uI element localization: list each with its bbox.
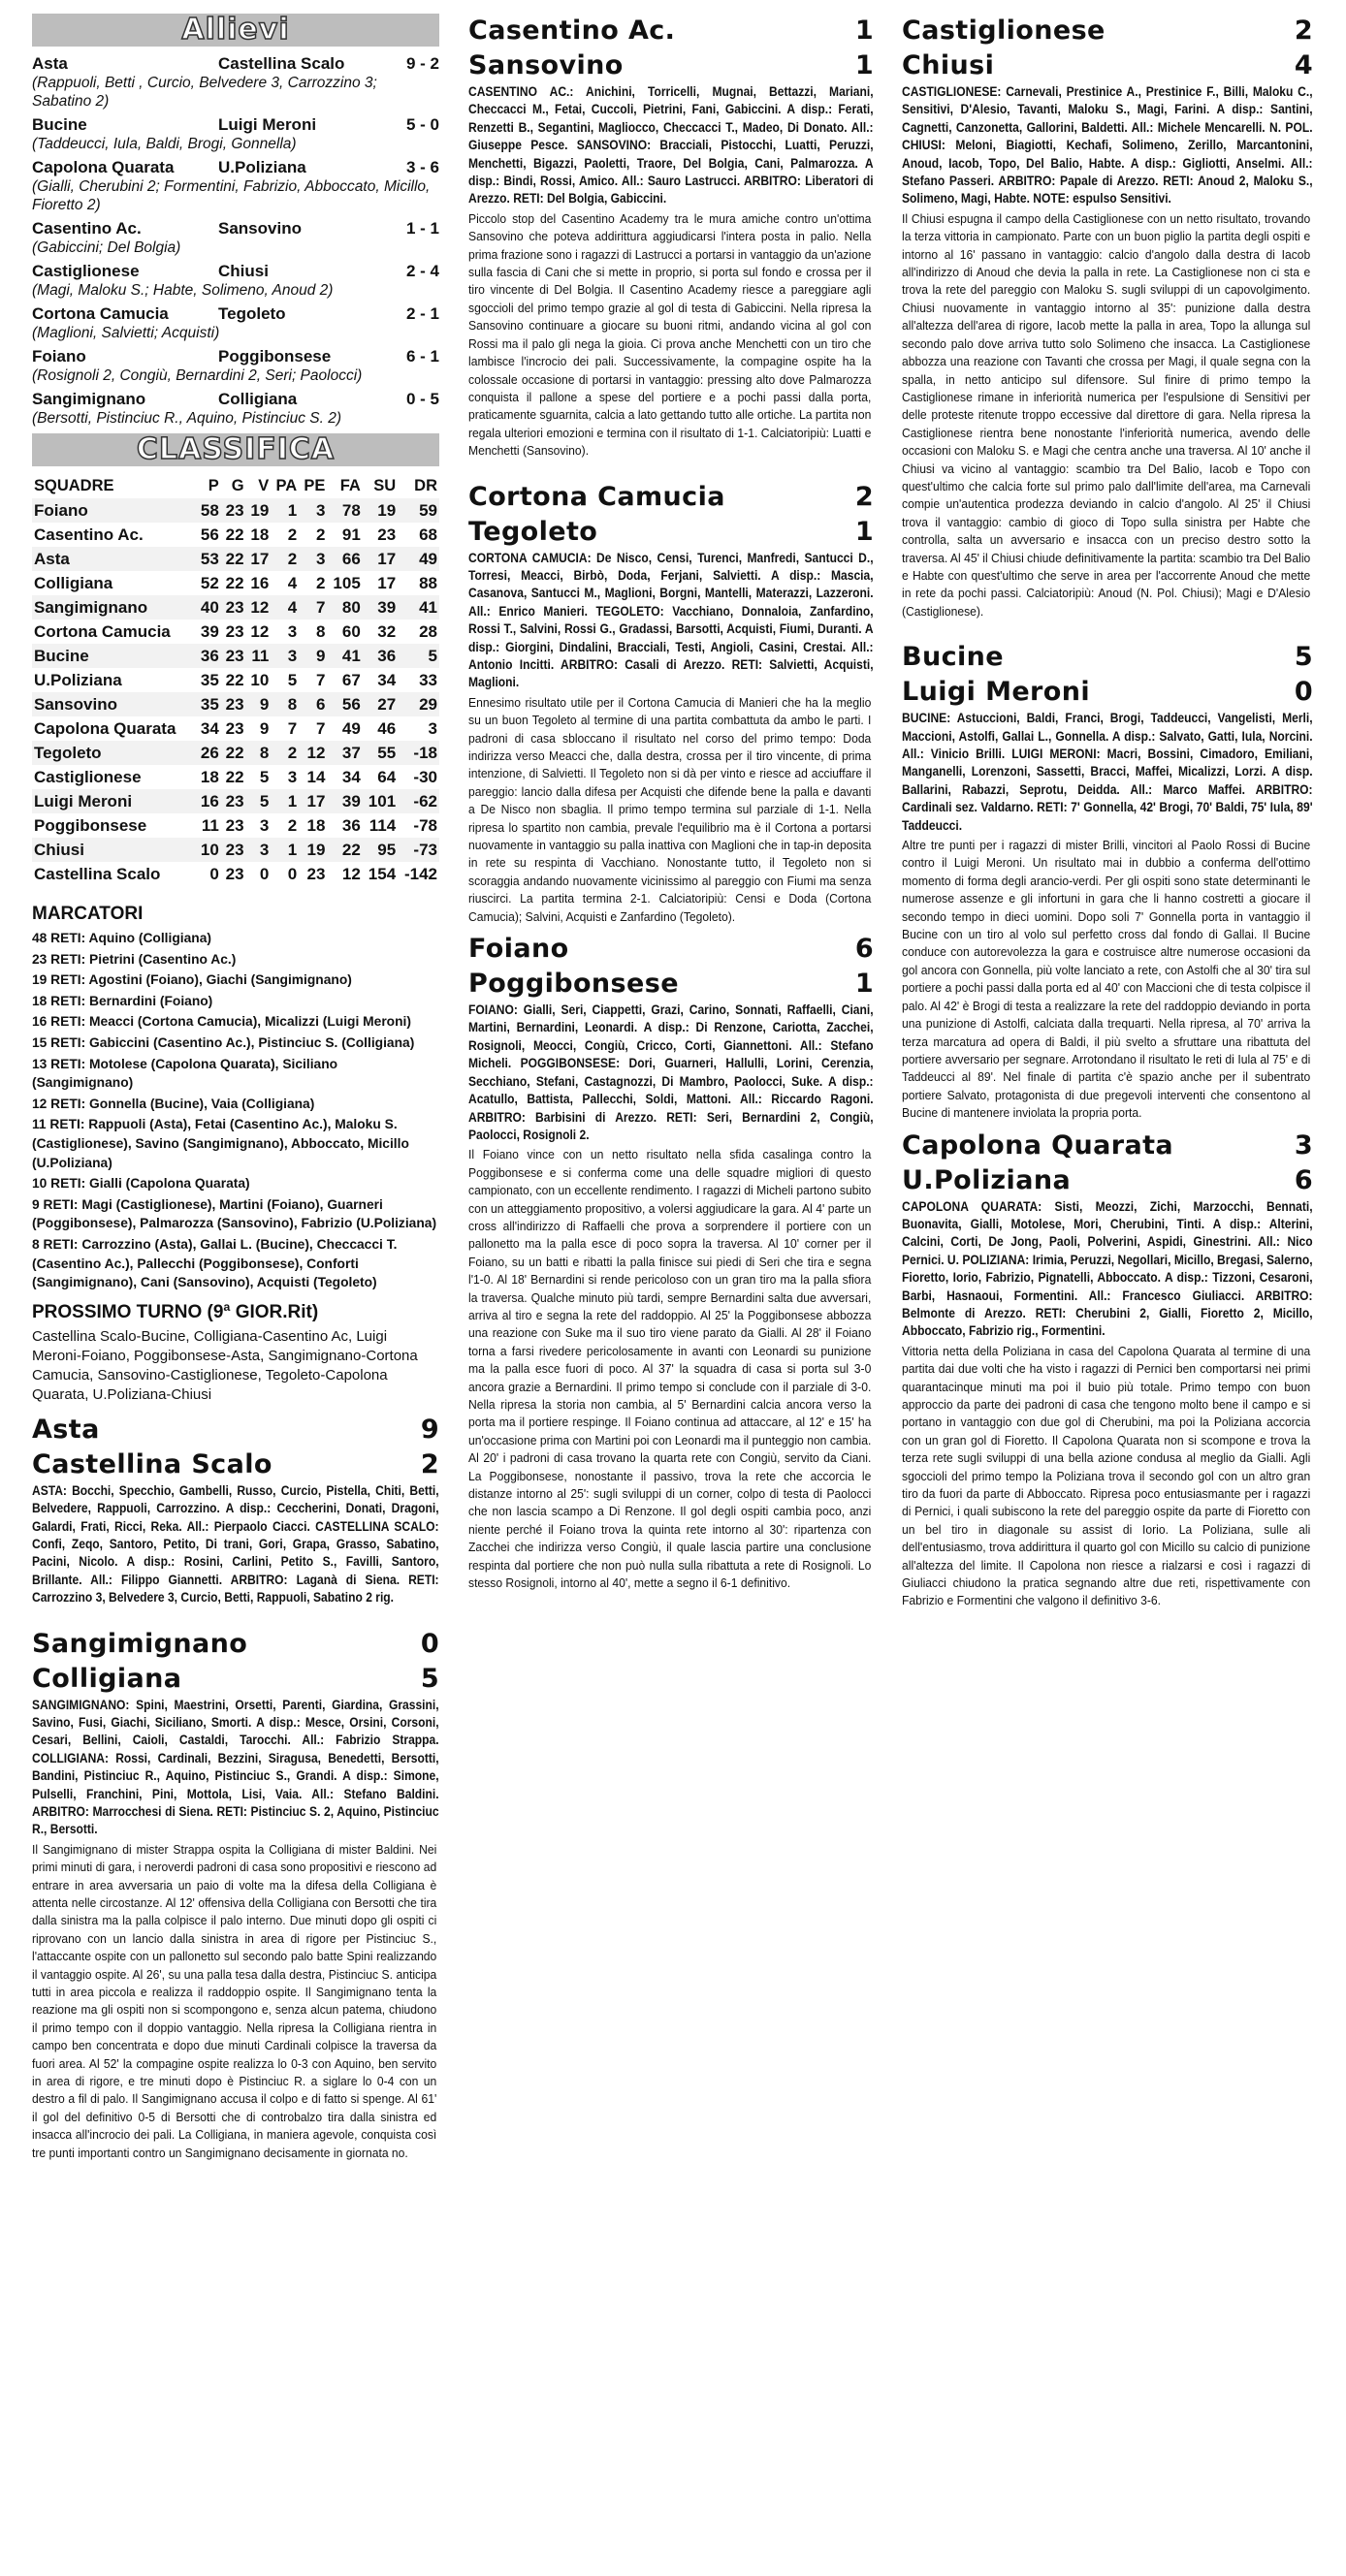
lineups: BUCINE: Astuccioni, Baldi, Franci, Brogi, Taddeucci, Vangelisti, Merli, Maccioni, Astolfi, Gallai L., Gonnella. A disp.: Salvato, Gatti, Iula, Norcini. All.: Vinicio Brilli. LUIGI MERONI: Macri, Bossini, Cimadoro, Emiliani, Manganelli, Lorenzoni, Sassetti, Bracci, Maffei, Micalizzi, Lorzi. A disp. Ballarini, Rabazzi, Seprotu, Deidda. All.: Marco Maffei. ARBITRO: Cardinali sez. Valdarno. RETI: 7' Gonnella, 42' Brogi, 70' Baldi, 75' Iula, 89' Taddeucci. xyxy=(902,711,1313,833)
lineups: CASTIGLIONESE: Carnevali, Prestinice A., Prestinice F., Billi, Maloku C., Sensitivi, D'Alesio, Tavanti, Maloku S., Magi, Farini. A disp.: Santini, Cagnetti, Canzonetta, Gallorini, Baldetti. All.: Michele Mencarelli. N. POL. CHIUSI: Meloni, Biagiotti, Kechafi, Solimeno, Zerillo, Marcantonini, Anoud, Iacob, Topo, Del Balio, Habte. A disp.: Gigliotti, Anselmi. All.: Stefano Passeri. ARBITRO: Papale di Arezzo. RETI: Anoud 2, Maloku S., Solimeno, Magi, Habte. NOTE: espulso Sensitivi. xyxy=(902,84,1313,207)
home-score: 3 xyxy=(1294,1129,1313,1161)
scorer-line: 23 RETI: Pietrini (Casentino Ac.) xyxy=(32,951,237,967)
standings-cell: 105 xyxy=(333,573,361,592)
standings-cell: 36 xyxy=(196,644,221,668)
standings-header-row xyxy=(32,474,439,498)
standings-cell: 2 xyxy=(271,547,299,571)
standings-cell: 33 xyxy=(419,670,437,689)
result-score: 2 - 4 xyxy=(405,262,439,280)
standings-cell: 10 xyxy=(250,670,270,689)
standings-cell: 17 xyxy=(299,789,327,813)
standings-cell: 3 xyxy=(259,815,270,835)
away-score: 1 xyxy=(854,50,874,80)
standings-cell: -62 xyxy=(398,789,439,813)
standings-header-cell: DR xyxy=(414,477,437,494)
match-report-casentino xyxy=(468,14,874,461)
standings-cell: 67 xyxy=(341,670,361,689)
standings-cell: 39 xyxy=(200,621,219,641)
standings-header-cell: PE xyxy=(304,477,326,494)
scorer-line: 8 RETI: Carrozzino (Asta), Gallai L. (Bucine), Checcacci T. (Casentino Ac.), Pallecchi (Poggibonsese), Conforti (Sangimignano), Cani (Sansovino), Acquisti (Tegoleto) xyxy=(32,1236,398,1290)
result-row xyxy=(32,262,439,281)
standings-cell: 0 xyxy=(259,864,270,883)
match-report-capolona xyxy=(902,1129,1313,1610)
standings-cell: 22 xyxy=(327,838,362,862)
standings-cell: Poggibonsese xyxy=(34,815,147,835)
report-text: Vittoria netta della Poliziana in casa del Capolona Quarata al termine di una partita dai due volti che ha visto i ragazzi di Pernici ben comportarsi nei primi quarantacinque minuti ma poi il buio più totale. Primo tempo con buon approccio da parte dei padroni di casa che tengono molto bene il campo e si portano in vantaggio con due gol di Cherubini, ma poi la Poliziana accorcia con un gran gol di Fioretto. Il Capolona Quarata non si scompone e trova la terza rete sugli sviluppi di una bella azione condusa al meglio da Gialli. Agli sgoccioli del primo tempo la Poliziana trova il secondo gol con un altro gran tiro da fuori da parte di Abboccato. Ripresa poco entusiasmante per i ragazzi di Pernici, i quali subiscono la rete del pareggio ospite da parte di Fioretto con un bel tiro in diagonale su assist di Iorio. La Poliziana, sulle ali dell'entusiasmo, trova addirittura il quarto gol con Micillo su calcio di punizione all'altezza del limite. Il Capolona non riesce a rialzarsi e così i ragazzi di Giuliacci chiudono la pratica segnando altre due reti, rispettivamente con Fabrizio e Formentini che valgono il definitivo 3-6. xyxy=(902,1343,1311,1608)
standings-cell: Castellina Scalo xyxy=(34,864,161,883)
standings-row xyxy=(32,813,439,838)
standings-cell: 23 xyxy=(377,525,397,544)
result-away: Luigi Meroni xyxy=(218,115,317,134)
standings-row xyxy=(32,862,439,886)
standings-cell: 3 xyxy=(246,838,272,862)
standings-cell: 36 xyxy=(341,815,361,835)
standings-cell: 39 xyxy=(327,789,362,813)
result-score: 5 - 0 xyxy=(405,115,439,134)
standings-cell: 41 xyxy=(327,644,362,668)
lineups: SANGIMIGNANO: Spini, Maestrini, Orsetti, Parenti, Giardina, Grassini, Savino, Fusi, Giachi, Siciliano, Smorti. A disp.: Mesce, Orsini, Corsoni, Cesari, Bellini, Caioli, Castaldi, Tarocchi. All.: Fabrizio Strappa. COLLIGIANA: Rossi, Cardinali, Bezzini, Siragusa, Benedetti, Bersotti, Bandini, Pistinciuc R., Aquino, Pistinciuc S., Grandi. A disp.: Simone, Pulselli, Franchini, Pini, Mottola, Lisi, Vaia. All.: Stefano Baldini. ARBITRO: Marrocchesi di Siena. RETI: Pistinciuc S. 2, Aquino, Pistinciuc R., Bersotti. xyxy=(32,1697,439,1837)
standings-cell: 37 xyxy=(327,741,362,765)
allievi-title: Allievi xyxy=(181,13,290,47)
home-team: Foiano xyxy=(468,934,569,965)
standings-cell: 23 xyxy=(221,838,246,862)
result-score: 1 - 1 xyxy=(405,219,439,238)
standings-cell: 52 xyxy=(200,573,219,592)
away-team: Poggibonsese xyxy=(468,969,679,1000)
result-row xyxy=(32,54,439,74)
match-report-asta xyxy=(32,1413,439,1607)
standings-cell: 2 xyxy=(287,525,298,544)
standings-header-cell: G xyxy=(231,477,244,494)
standings-cell: 55 xyxy=(363,741,398,765)
standings-cell: 8 xyxy=(271,692,299,716)
standings-cell: 22 xyxy=(225,670,244,689)
standings-cell: -142 xyxy=(403,864,437,883)
standings-cell: 22 xyxy=(225,767,244,786)
result-home: Bucine xyxy=(32,115,87,134)
result-row xyxy=(32,158,439,177)
standings-cell: U.Poliziana xyxy=(34,670,122,689)
standings-cell: 23 xyxy=(221,644,246,668)
match-report-foiano xyxy=(468,932,874,1592)
standings-table xyxy=(32,474,439,886)
standings-cell: 17 xyxy=(377,573,397,592)
report-text: Ennesimo risultato utile per il Cortona Camucia di Manieri che ha la meglio su un buon Tegoleto al termine di una partita combattuta da ambo le parti. I padroni di casa sbloccano il risultato nel corso del primo tempo: Doda indirizza verso Meacci che, dalla destra, crossa per il tiro vincente, di prima intenzione, di Salvietti. Il Tegoleto non si dà per vinto e riesce ad acciuffare il pareggio: lancio dalla difesa per Acquisti che difende bene la palla e davanti a De Nisco non sbaglia. Il primo tempo termina sul parziale di 1-1. Nella ripresa lo spartito non cambia, prevale l'equilibrio ma è il Cortona a portarsi nuovamente in vantaggio su palla inattiva con Maglioni che in tap-in deposita in rete su respinta di Vacchiano. Nonostante tutto, il Tegoleto non si scoraggia andando nuovamente vicinissimo al pareggio con Fiumi ma senza riuscirci. La partita termina 2-1. Calciatoripiù: Censi e Doda (Cortona Camucia); Salvini, Acquisti e Zanfardino (Tegoleto). xyxy=(468,694,872,924)
standings-cell: 22 xyxy=(221,741,246,765)
standings-cell: 56 xyxy=(200,525,219,544)
standings-cell: 5 xyxy=(398,644,439,668)
classifica-banner xyxy=(32,433,439,466)
standings-row xyxy=(32,620,439,644)
report-text: Piccolo stop del Casentino Academy tra le mura amiche contro un'ottima Sansovino che poteva addirittura aggiudicarsi l'intera posta in palio. Nella prima frazione sono i ragazzi di Lastrucci a portarsi in vantaggio da un'azione sulla fascia di Cani che si mette in proprio, si porta sul fondo e crossa per il tiro vincente di Del Bolgia. Il Casentino Academy riesce a pareggiare agli sgoccioli del primo tempo grazie al gol di testa di Gabiccini. Nella ripresa la Sansovino continuare a giocare su buoni ritmi, andando vicina al gol con Rossi ma il palo gli nega la gioia. Ci prova anche Menchetti con un tiro che lambisce l'incrocio dei pali. Successivamente, la compagine ospite ha la colossale occasione di portarsi in vantaggio: pressing alto dove Palmarozza conquista il pallone a spese del portiere e a pochi passi dalla porta, praticamente sguarnita, calcia a lato gettando tutto alle ortiche. La partita non regala ulteriori emozioni e termina con il risultato di 1-1. Calciatoripiù: Luatti e Menchetti (Sansovino). xyxy=(468,210,872,459)
standings-cell: Sangimignano xyxy=(32,595,196,620)
standings-cell: 2 xyxy=(271,741,299,765)
standings-cell: 114 xyxy=(369,815,397,835)
standings-cell: Sansovino xyxy=(32,692,196,716)
standings-cell: 22 xyxy=(221,547,246,571)
standings-cell: 39 xyxy=(363,595,398,620)
standings-cell: 5 xyxy=(287,670,298,689)
match-report-cortona xyxy=(468,480,874,927)
home-team: Cortona Camucia xyxy=(468,481,725,512)
result-row xyxy=(32,390,439,409)
scorer-line: 16 RETI: Meacci (Cortona Camucia), Micalizzi (Luigi Meroni) xyxy=(32,1014,411,1030)
standings-cell: 46 xyxy=(377,718,397,738)
standings-header-cell: SQUADRE xyxy=(34,477,114,494)
lineups: CASENTINO AC.: Anichini, Torricelli, Mugnai, Bettazzi, Mariani, Checcacci M., Fetai, Cuccoli, Pietrini, Fani, Gabiccini. A disp.: Ferati, Renzetti B., Segantini, Magliocco, Checcacci T., Madeo, Di Donato. All.: Giuseppe Pesce. SANSOVINO: Bracciali, Pistocchi, Luatti, Peruzzi, Menchetti, Bigazzi, Paoletti, Traore, Del Bolgia, Cani, Palmarozza. A disp.: Bindi, Rossi, Amico. All.: Sauro Lastrucci. ARBITRO: Liberatori di Arezzo. RETI: Del Bolgia, Gabiccini. xyxy=(468,84,874,207)
standings-cell: 59 xyxy=(398,498,439,523)
prossimo-turno-title: PROSSIMO TURNO (9ª GIOR.Rit) xyxy=(32,1301,319,1322)
standings-cell: 23 xyxy=(221,692,246,716)
standings-cell: 19 xyxy=(299,838,327,862)
standings-cell: 56 xyxy=(327,692,362,716)
match-report-castiglionese xyxy=(902,14,1313,620)
standings-cell: 3 xyxy=(299,547,327,571)
standings-cell: 10 xyxy=(196,838,221,862)
standings-row xyxy=(32,668,439,692)
allievi-banner xyxy=(32,14,439,47)
scorer-line: 11 RETI: Rappuoli (Asta), Fetai (Casentino Ac.), Maloku S. (Castiglionese), Savino (Sangimignano), Abboccato, Micillo (U.Poliziana) xyxy=(32,1117,409,1170)
result-away: Tegoleto xyxy=(218,304,286,323)
standings-cell: 8 xyxy=(315,621,326,641)
standings-row xyxy=(32,523,439,547)
standings-row xyxy=(32,716,439,741)
lineups: CORTONA CAMUCIA: De Nisco, Censi, Turenci, Manfredi, Santucci D., Torresi, Meacci, Birbò, Doda, Ferjani, Salvietti. A disp.: Mascia, Casanova, Santucci M., Maglioni, Borgni, Mantelli, Materazzi, Lazzeroni. All.: Enrico Manieri. TEGOLETO: Vacchiano, Donnaloia, Zanfardino, Rossi T., Salvini, Rossi G., Gradassi, Barsotti, Acquisti, Fiumi, Duranti. A disp.: Giorgini, Dindalini, Bracciali, Testi, Angioli, Casini, Crestai. All.: Antonio Incitti. ARBITRO: Casali di Arezzo. RETI: Salvietti, Acquisti, Maglioni. xyxy=(468,550,874,690)
result-scorers: (Taddeucci, Iula, Baldi, Brogi, Gonnella) xyxy=(32,136,297,152)
standings-cell: 2 xyxy=(315,573,326,592)
standings-header-cell: V xyxy=(258,477,270,494)
column-3 xyxy=(902,14,1313,1616)
standings-cell: 7 xyxy=(299,595,327,620)
standings-cell: 34 xyxy=(377,670,397,689)
report-text: Altre tre punti per i ragazzi di mister Brilli, vincitori al Paolo Rossi di Bucine contro il Luigi Meroni. Un risultato mai in dubbio a conferma dell'ottimo momento di forma degli arancio-verdi. Per gli ospiti sono state determinanti le numerose assenze e gli infortuni in gara che li hanno costretti a giocare il secondo tempo in dieci uomini. Dopo soli 7' Gonnella porta in vantaggio il Bucine con un tiro al volo sul perfetto cross dal fondo di Gallai. Il Bucine conduce con autorevolezza la gara e costruisce altre numerose occasioni da gol ancora con Gonnella, più volte lanciato a rete, con Astolfi che al 30' tira sul portiere a pochi passi dalla porta ed al 40' con Maccioni che di testa colpisce il palo. Al 42' è Brogi di testa a realizzare la rete del raddoppio deviando in porta una punizione di Astolfi, calciata dalla trequarti. Nella ripresa, al 70' arriva la terza marcatura ad opera di Baldi, il più svelto a sfruttare una ribattuta del portiere avversario per segnare. Arrotondano il risultato le reti di Iula al 75' e di Taddeucci al 89'. Nel finale di partita c'è spazio anche per il subentrato portiere Salvato, protagonista di due pregevoli interventi che consentono al Bucine di mantenere inviolata la propria porta. xyxy=(902,838,1311,1121)
standings-cell: 7 xyxy=(315,670,326,689)
home-team: Sangimignano xyxy=(32,1628,248,1659)
standings-cell: 1 xyxy=(271,498,299,523)
standings-cell: 9 xyxy=(299,644,327,668)
scorer-line: 48 RETI: Aquino (Colligiana) xyxy=(32,931,211,945)
away-score: 1 xyxy=(854,969,874,1000)
home-score: 2 xyxy=(854,481,874,512)
standings-cell: 5 xyxy=(259,767,270,786)
standings-cell: 60 xyxy=(341,621,361,641)
match-report-bucine xyxy=(902,640,1313,1122)
standings-cell: 22 xyxy=(225,573,244,592)
standings-cell: 4 xyxy=(287,573,298,592)
result-score: 3 - 6 xyxy=(405,158,439,176)
standings-cell: 40 xyxy=(196,595,221,620)
standings-cell: 23 xyxy=(225,815,244,835)
result-away: U.Poliziana xyxy=(218,158,306,176)
result-away: Poggibonsese xyxy=(218,347,332,366)
result-scorers: (Rosignoli 2, Congiù, Bernardini 2, Seri; Paolocci) xyxy=(32,367,363,384)
home-score: 6 xyxy=(854,934,874,965)
standings-row xyxy=(32,547,439,571)
lineups: ASTA: Bocchi, Specchio, Gambelli, Russo, Curcio, Pistella, Chiti, Betti, Belvedere, Rappuoli, Carrozzino. A disp.: Ceccherini, Donati, Dragoni, Galardi, Frati, Ricci, Reka. All.: Pierpaolo Ciacci. CASTELLINA SCALO: Confi, Zeqo, Santoro, Petito, Di trani, Gori, Grapa, Grasso, Sabatino, Pacini, Nicolo. A disp.: Rosini, Carlini, Petito S., Favilli, Santoro, Brillante. All.: Filippo Giannetti. ARBITRO: Laganà di Siena. RETI: Carrozzino 3, Belvedere 3, Curcio, Betti, Rappuoli, Sabatino 2 rig. xyxy=(32,1482,439,1606)
standings-cell: 36 xyxy=(363,644,398,668)
result-score: 9 - 2 xyxy=(405,54,439,73)
home-score: 0 xyxy=(420,1628,439,1659)
standings-cell: 7 xyxy=(315,718,326,738)
standings-cell: 29 xyxy=(398,692,439,716)
report-text: Il Foiano vince con un netto risultato nella sfida casalinga contro la Poggibonsese e si conferma come una delle squadre migliori di questo campionato, con un eccellente rendimento. I ragazzi di Micheli partono subito con un atteggiamento propositivo, a volersi aggiudicare la gara. Al 4' parte un cross all'indirizzo di Raffaelli che prova a sorprendere il portiere con un pallonetto ma la palla esce di poco sopra la traversa. Al 10' corner per il Foiano, su un batti e ribatti la palla finisce sui piedi di Seri che tira e segna l'1-0. Al 18' Bernardini si rende pericoloso con un gran tiro ma la palla sfiora la traversa. Qualche minuto più tardi, sempre Bernardini salta due avversari, arriva al tiro e segna la rete del raddoppio. Al 25' la Poggibonsese abbozza una reazione con Suke ma il suo tiro viene parato da Gialli. Al 28' il Foiano torna a farsi rivedere pericolosamente in avanti con Leonardi su punizione ma la palla esce fuori di poco. Al 37' la squadra di casa si porta sul 3-0 ancora grazie a Bernardini. Il primo tempo si conclude con il parziale di 3-0. Nella ripresa la storia non cambia, al 5' Bernardini calcia ancora verso la porta ma il portiere respinge. Il Foiano continua ad attaccare, al 12' e 15' ha un'occasione prima con Martini poi con Leonardi ma il punteggio non cambia. Al 20' i padroni di casa trovano la quarta rete con Congiù, servito da Ciani. La Poggibonsese, nonostante il passivo, trova la rete che accorcia le distanze intorno al 25': sugli sviluppi di un corner, colpo di testa di Paolocci che non lascia scampo a Di Renzone. Il gol degli ospiti cambia poco, anzi niente perché il Foiano trova la quinta rete intorno al 30': ripartenza con Zacchei che indirizza verso Congiù, il quale lascia partire una conclusione respinta dal portiere che non può nulla sulla ribattuta a rete di Rosignoli. Lo stesso Rosignoli, intorno al 40', mette a segno il 6-1 definitivo. xyxy=(468,1147,872,1591)
standings-cell: -18 xyxy=(398,741,439,765)
standings-cell: 78 xyxy=(327,498,362,523)
result-scorers: (Gabiccini; Del Bolgia) xyxy=(32,239,181,256)
standings-row xyxy=(32,741,439,765)
lineups: CAPOLONA QUARATA: Sisti, Meozzi, Zichi, Marzocchi, Bennati, Buonavita, Gialli, Motolese, Mori, Cherubini, Tinti. A disp.: Alterini, Calcini, Corti, De Jong, Paoli, Polverini, Aspidi, Ginestrini. All.: Nico Pernici. U. POLIZIANA: Irimia, Peruzzi, Negollari, Micillo, Bregasi, Salerno, Fioretto, Iorio, Fabrizio, Pignatelli, Abboccato. A disp.: Tizzoni, Cesaroni, Barbi, Hasnaoui, Formentini. All.: Francesco Giuliacci. ARBITRO: Belmonte di Arezzo. RETI: Cherubini 2, Gialli, Fioretto 2, Micillo, Abboccato, Fabrizio rig., Formentini. xyxy=(902,1198,1313,1339)
standings-cell: 23 xyxy=(221,595,246,620)
result-scorers: (Gialli, Cherubini 2; Formentini, Fabrizio, Abboccato, Micillo, Fioretto 2) xyxy=(32,178,431,213)
standings-cell: 12 xyxy=(246,595,272,620)
standings-cell: 26 xyxy=(196,741,221,765)
standings-cell: 5 xyxy=(246,789,272,813)
result-scorers: (Rappuoli, Betti , Curcio, Belvedere 3, Carrozzino 3; Sabatino 2) xyxy=(32,75,377,110)
standings-cell: 7 xyxy=(287,718,298,738)
standings-cell: Asta xyxy=(32,547,196,571)
standings-cell: Luigi Meroni xyxy=(32,789,196,813)
standings-cell: 17 xyxy=(363,547,398,571)
result-home: Castiglionese xyxy=(32,262,140,280)
standings-cell: 27 xyxy=(363,692,398,716)
standings-cell: 6 xyxy=(299,692,327,716)
result-home: Sangimignano xyxy=(32,390,146,408)
column-2 xyxy=(468,14,874,1598)
away-team: Colligiana xyxy=(32,1663,182,1694)
standings-cell: 80 xyxy=(327,595,362,620)
result-scorers: (Magi, Maloku S.; Habte, Solimeno, Anoud 2) xyxy=(32,282,334,299)
standings-cell: 34 xyxy=(341,767,361,786)
standings-cell: 9 xyxy=(259,718,270,738)
away-score: 5 xyxy=(420,1663,439,1694)
standings-cell: 8 xyxy=(246,741,272,765)
standings-cell: -73 xyxy=(398,838,439,862)
standings-cell: 95 xyxy=(363,838,398,862)
home-team: Casentino Ac. xyxy=(468,16,676,46)
scorer-line: 19 RETI: Agostini (Foiano), Giachi (Sangimignano) xyxy=(32,972,352,988)
away-score: 1 xyxy=(854,516,874,547)
standings-header-cell: P xyxy=(208,477,219,494)
scorer-line: 18 RETI: Bernardini (Foiano) xyxy=(32,993,213,1008)
standings-cell: 91 xyxy=(341,525,361,544)
standings-cell: -30 xyxy=(413,767,437,786)
standings-row xyxy=(32,571,439,595)
standings-cell: 32 xyxy=(377,621,397,641)
standings-row xyxy=(32,595,439,620)
result-home: Casentino Ac. xyxy=(32,219,142,238)
standings-header-cell: FA xyxy=(339,477,361,494)
standings-cell: 34 xyxy=(200,718,219,738)
home-score: 9 xyxy=(420,1414,439,1445)
marcatori-list xyxy=(32,929,439,1292)
standings-cell: Bucine xyxy=(32,644,196,668)
standings-cell: 18 xyxy=(250,525,270,544)
match-report-sangimignano xyxy=(32,1627,439,2163)
home-score: 5 xyxy=(1294,642,1313,673)
standings-row xyxy=(32,838,439,862)
standings-cell: 12 xyxy=(341,864,361,883)
standings-cell: 17 xyxy=(246,547,272,571)
scorer-line: 9 RETI: Magi (Castiglionese), Martini (Foiano), Guarneri (Poggibonsese), Palmarozza (Sansovino), Fabrizio (U.Poliziana) xyxy=(32,1196,437,1231)
away-team: U.Poliziana xyxy=(902,1164,1072,1195)
result-score: 2 - 1 xyxy=(405,304,439,323)
standings-row xyxy=(32,498,439,523)
standings-cell: 22 xyxy=(225,525,244,544)
result-home: Asta xyxy=(32,54,68,73)
result-scorers: (Bersotti, Pistinciuc R., Aquino, Pistinciuc S. 2) xyxy=(32,410,342,427)
result-row xyxy=(32,304,439,324)
result-away: Colligiana xyxy=(218,390,298,408)
home-score: 2 xyxy=(1294,16,1313,46)
standings-cell: 2 xyxy=(287,815,298,835)
scorer-line: 15 RETI: Gabiccini (Casentino Ac.), Pistinciuc S. (Colligiana) xyxy=(32,1034,415,1050)
standings-cell: 23 xyxy=(225,864,244,883)
lineups: FOIANO: Gialli, Seri, Ciappetti, Grazi, Carino, Sonnati, Raffaelli, Ciani, Martini, Bernardini, Leonardi. A disp.: Di Renzone, Cariotta, Zacchei, Rosignoli, Meocci, Congiù, Cricco, Corti, Giannettoni. All.: Stefano Micheli. POGGIBONSESE: Dori, Guarneri, Hallulli, Lorini, Cerenzia, Secchiano, Stefani, Castagnozzi, Di Mambro, Paolocci, Suke. A disp.: Acatullo, Battista, Pallecchi, Soldi, Mattoni. All.: Riccardo Ragoni. ARBITRO: Barbisini di Arezzo. RETI: Seri, Bernardini 2, Congiù, Paolocci, Rosignoli 2. xyxy=(468,1002,874,1142)
standings-cell: Tegoleto xyxy=(32,741,196,765)
standings-cell: Chiusi xyxy=(32,838,196,862)
standings-cell: 18 xyxy=(200,767,219,786)
standings-cell: 53 xyxy=(196,547,221,571)
standings-cell: 35 xyxy=(196,692,221,716)
standings-cell: 16 xyxy=(250,573,270,592)
standings-cell: 58 xyxy=(196,498,221,523)
standings-cell: 19 xyxy=(363,498,398,523)
standings-cell: 23 xyxy=(306,864,326,883)
away-team: Luigi Meroni xyxy=(902,677,1090,708)
away-team: Tegoleto xyxy=(468,516,598,547)
column-1 xyxy=(32,14,439,2168)
standings-cell: 64 xyxy=(377,767,397,786)
result-row xyxy=(32,347,439,366)
standings-cell: Casentino Ac. xyxy=(34,525,144,544)
standings-cell: 3 xyxy=(287,621,298,641)
standings-cell: 19 xyxy=(246,498,272,523)
standings-cell: 49 xyxy=(398,547,439,571)
standings-cell: 28 xyxy=(419,621,437,641)
standings-cell: 3 xyxy=(287,767,298,786)
result-row xyxy=(32,219,439,239)
standings-header-cell: SU xyxy=(373,477,397,494)
standings-cell: Castiglionese xyxy=(34,767,142,786)
result-score: 0 - 5 xyxy=(405,390,439,408)
away-score: 6 xyxy=(1294,1164,1313,1195)
away-team: Sansovino xyxy=(468,50,624,80)
standings-cell: Colligiana xyxy=(34,573,113,592)
result-away: Sansovino xyxy=(218,219,302,238)
standings-cell: 16 xyxy=(196,789,221,813)
standings-cell: 12 xyxy=(299,741,327,765)
report-text: Il Sangimignano di mister Strappa ospita la Colligiana di mister Baldini. Nei primi minuti di gara, i neroverdi padroni di casa sono propositivi e riescono ad entrare in area avversaria un paio di volte ma la difesa della Colligiana è attenta nelle circostanze. Al 12' offensiva della Colligiana con Bersotti che tira dalla sinistra ma la palla colpisce il palo interno. Due minuti dopo gli ospiti ci riprovano con un lancio dalla sinistra in area di rigore per Pistinciuc S., l'attaccante ospite con un pallonetto sul secondo palo batte Spini realizzando il vantaggio ospite. Al 26', su una palla tesa dalla destra, Pistinciuc S. anticipa tutti in area piccola e realizza il raddoppio ospite. Il Sangimignano tenta la reazione ma gli ospiti non si scompongono e, senza alcun patema, chiudono il primo tempo con il doppio vantaggio. Nella ripresa la Colligiana rientra in campo ben concentrata e dopo due minuti Cardinali colpisce la traversa da fuori area. Al 52' la compagine ospite realizza lo 0-3 con Aquino, ben servito in area di rigore, e tre minuti dopo è Pistinciuc R. a siglare lo 0-4 con un destro a fil di palo. Il Sangimignano accusa il colpo e di fatto si spenge. Al 61' il gol del definitivo 0-5 di Bersotti che di controbalzo tira dalla sinistra ed insacca all'incrocio dei pali. La Colligiana, in maniera agevole, conquista così tre punti importanti contro un Sangimignano decisamente in giornata no. xyxy=(32,1841,437,2160)
standings-cell: 23 xyxy=(221,789,246,813)
standings-cell: 154 xyxy=(368,864,397,883)
home-team: Bucine xyxy=(902,642,1004,673)
home-team: Capolona Quarata xyxy=(902,1129,1174,1161)
standings-cell: 1 xyxy=(271,838,299,862)
result-home: Foiano xyxy=(32,347,86,366)
standings-cell: 88 xyxy=(419,573,437,592)
standings-cell: 66 xyxy=(327,547,362,571)
standings-cell: 4 xyxy=(271,595,299,620)
standings-body xyxy=(32,498,439,886)
home-team: Asta xyxy=(32,1414,100,1445)
scorer-line: 12 RETI: Gonnella (Bucine), Vaia (Colligiana) xyxy=(32,1096,315,1111)
standings-row xyxy=(32,644,439,668)
classifica-title: CLASSIFICA xyxy=(136,432,336,466)
standings-cell: 23 xyxy=(221,498,246,523)
standings-cell: 68 xyxy=(419,525,437,544)
standings-row xyxy=(32,765,439,789)
standings-cell: 0 xyxy=(287,864,298,883)
prossimo-turno-text: Castellina Scalo-Bucine, Colligiana-Casentino Ac, Luigi Meroni-Foiano, Poggibonsese-Asta, Sangimignano-Cortona Camucia, Sansovino-Castiglionese, Tegoleto-Capolona Quarata, U.Poliziana-Chiusi xyxy=(32,1327,418,1403)
standings-cell: 23 xyxy=(225,718,244,738)
standings-header-cell: PA xyxy=(275,477,298,494)
standings-row xyxy=(32,692,439,716)
report-text: Il Chiusi espugna il campo della Castiglionese con un netto risultato, trovando la terza vittoria in campionato. Parte con un buon piglio la partita degli ospiti e intorno al 16' passano in vantaggio: calcio d'angolo dalla destra di Iacob all'indirizzo di Anoud che devia la palla in rete. La Castiglionese non ci sta e trova la rete del pareggio con Maloku S. sugli sviluppi di un capovolgimento. Chiusi nuovamente in vantaggio intorno al 35': punizione dalla destra all'altezza dell'area di rigore, Iacob mette la palla in area, Topo la allunga sul secondo palo dove arriva tutto solo Solimeno che insacca. La Castiglionese abbozza una reazione con Tavanti che crossa per Magi, il quale segna con la spalla, in netto anticipo sul difensore. Sul finire di primo tempo la Castiglionese rimane in inferiorità numerica per l'espulsione di Sensitivi per delle proteste ritenute troppo eccessive dal direttore di gara. Nella ripresa la Castiglionese rientra bene nonostante l'inferiorità numerica, avendo delle occasioni con Maloku S. e Magi che centra anche una traversa. Al 10' anche il Chiusi va vicino al vantaggio: scambio tra Del Balio, Iacob e Topo con quest'ultimo che calcia forte sul primo palo dall'limite dell'area, ma Carnevali compie un'autentica prodezza deviando in calcio d'angolo. Al 25' il Chiusi trova il vantaggio: cambio di gioco di Topo sulla sinistra per Habte che controlla, salta un avversario e insacca con un preciso destro sotto la traversa. Al 45' il Chiusi chiude definitivamente la partita: scambio tra Del Balio e Habte con quest'ultimo che serve in area per l'accorrente Anoud che mette in rete da pochi passi. Calciatoripiù: Anoud (N. Pol. Chiusi); Magi e D'Alesio (Castiglionese). xyxy=(902,210,1311,619)
result-home: Capolona Quarata xyxy=(32,158,175,176)
standings-cell: 41 xyxy=(398,595,439,620)
standings-cell: 11 xyxy=(246,644,272,668)
away-score: 2 xyxy=(420,1448,439,1479)
standings-cell: 12 xyxy=(250,621,270,641)
standings-cell: 101 xyxy=(363,789,398,813)
scorer-line: 10 RETI: Gialli (Capolona Quarata) xyxy=(32,1176,250,1192)
result-row xyxy=(32,115,439,135)
scorer-line: 13 RETI: Motolese (Capolona Quarata), Siciliano (Sangimignano) xyxy=(32,1056,338,1091)
standings-cell: 3 xyxy=(299,498,327,523)
standings-cell: 35 xyxy=(200,670,219,689)
result-home: Cortona Camucia xyxy=(32,304,169,323)
standings-cell: -78 xyxy=(413,815,437,835)
away-score: 4 xyxy=(1294,50,1313,80)
standings-cell: 14 xyxy=(306,767,326,786)
standings-cell: 0 xyxy=(209,864,219,883)
standings-row xyxy=(32,789,439,813)
home-score: 1 xyxy=(854,16,874,46)
standings-cell: 1 xyxy=(271,789,299,813)
away-team: Castellina Scalo xyxy=(32,1448,272,1479)
standings-cell: 3 xyxy=(428,718,437,738)
marcatori-title: MARCATORI xyxy=(32,904,144,924)
standings-cell: 2 xyxy=(315,525,326,544)
results-list xyxy=(32,54,439,428)
standings-cell: 18 xyxy=(306,815,326,835)
standings-cell: Capolona Quarata xyxy=(34,718,176,738)
result-away: Castellina Scalo xyxy=(218,54,345,73)
standings-cell: 49 xyxy=(341,718,361,738)
standings-cell: 9 xyxy=(246,692,272,716)
standings-cell: 3 xyxy=(271,644,299,668)
standings-cell: Foiano xyxy=(32,498,196,523)
home-team: Castiglionese xyxy=(902,16,1106,46)
away-score: 0 xyxy=(1294,677,1313,708)
result-away: Chiusi xyxy=(218,262,269,280)
result-score: 6 - 1 xyxy=(405,347,439,366)
away-team: Chiusi xyxy=(902,50,995,80)
standings-cell: 11 xyxy=(201,815,219,835)
standings-cell: 23 xyxy=(225,621,244,641)
standings-cell: Cortona Camucia xyxy=(34,621,171,641)
result-scorers: (Maglioni, Salvietti; Acquisti) xyxy=(32,325,220,341)
